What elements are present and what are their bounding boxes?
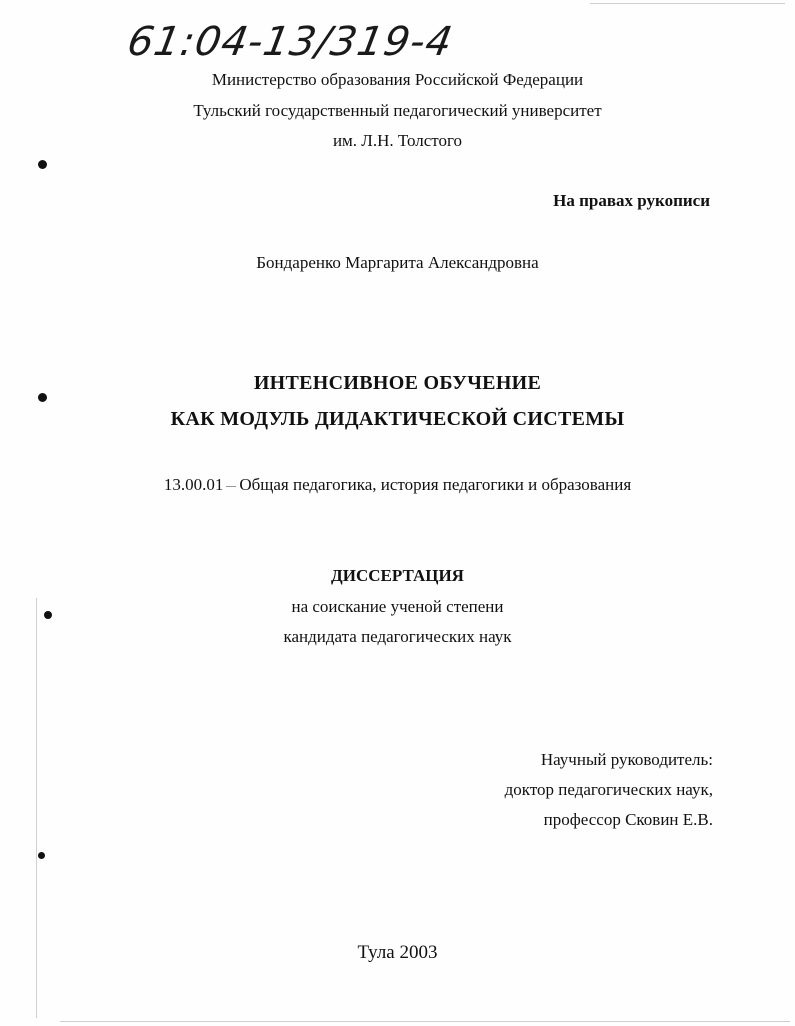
place-and-year: Тула 2003 xyxy=(357,942,438,963)
dissertation-label: ДИССЕРТАЦИЯ xyxy=(331,566,464,585)
ministry-name: Министерство образования Российской Федерации xyxy=(211,70,584,89)
specialty-name: Общая педагогика, история педагогики и образования xyxy=(239,475,632,494)
dash-separator xyxy=(226,486,236,487)
university-named-after: им. Л.Н. Толстого xyxy=(332,131,463,150)
supervisor-label: Научный руководитель: xyxy=(540,750,713,769)
supervisor-degree: доктор педагогических наук, xyxy=(504,780,713,799)
dissertation-title-line-1: ИНТЕНСИВНОЕ ОБУЧЕНИЕ xyxy=(253,372,542,394)
university-name: Тульский государственный педагогический университет xyxy=(193,101,602,120)
manuscript-rights: На правах рукописи xyxy=(553,191,710,210)
dissertation-title-line-2: КАК МОДУЛЬ ДИДАКТИЧЕСКОЙ СИСТЕМЫ xyxy=(170,408,625,430)
dissertation-degree: кандидата педагогических наук xyxy=(283,627,512,646)
dissertation-purpose: на соискание ученой степени xyxy=(291,597,504,616)
specialty-code: 13.00.01 xyxy=(163,475,224,494)
specialty xyxy=(0,475,795,495)
scan-edge-line xyxy=(590,3,785,4)
scan-mark-dot xyxy=(38,160,47,169)
supervisor-name: профессор Сковин Е.В. xyxy=(543,810,713,829)
handwritten-library-code: 61:04-13/319-4 xyxy=(123,19,457,65)
scan-mark-dot xyxy=(38,852,45,859)
scan-edge-line xyxy=(60,1021,790,1022)
author-name: Бондаренко Маргарита Александровна xyxy=(256,253,539,272)
